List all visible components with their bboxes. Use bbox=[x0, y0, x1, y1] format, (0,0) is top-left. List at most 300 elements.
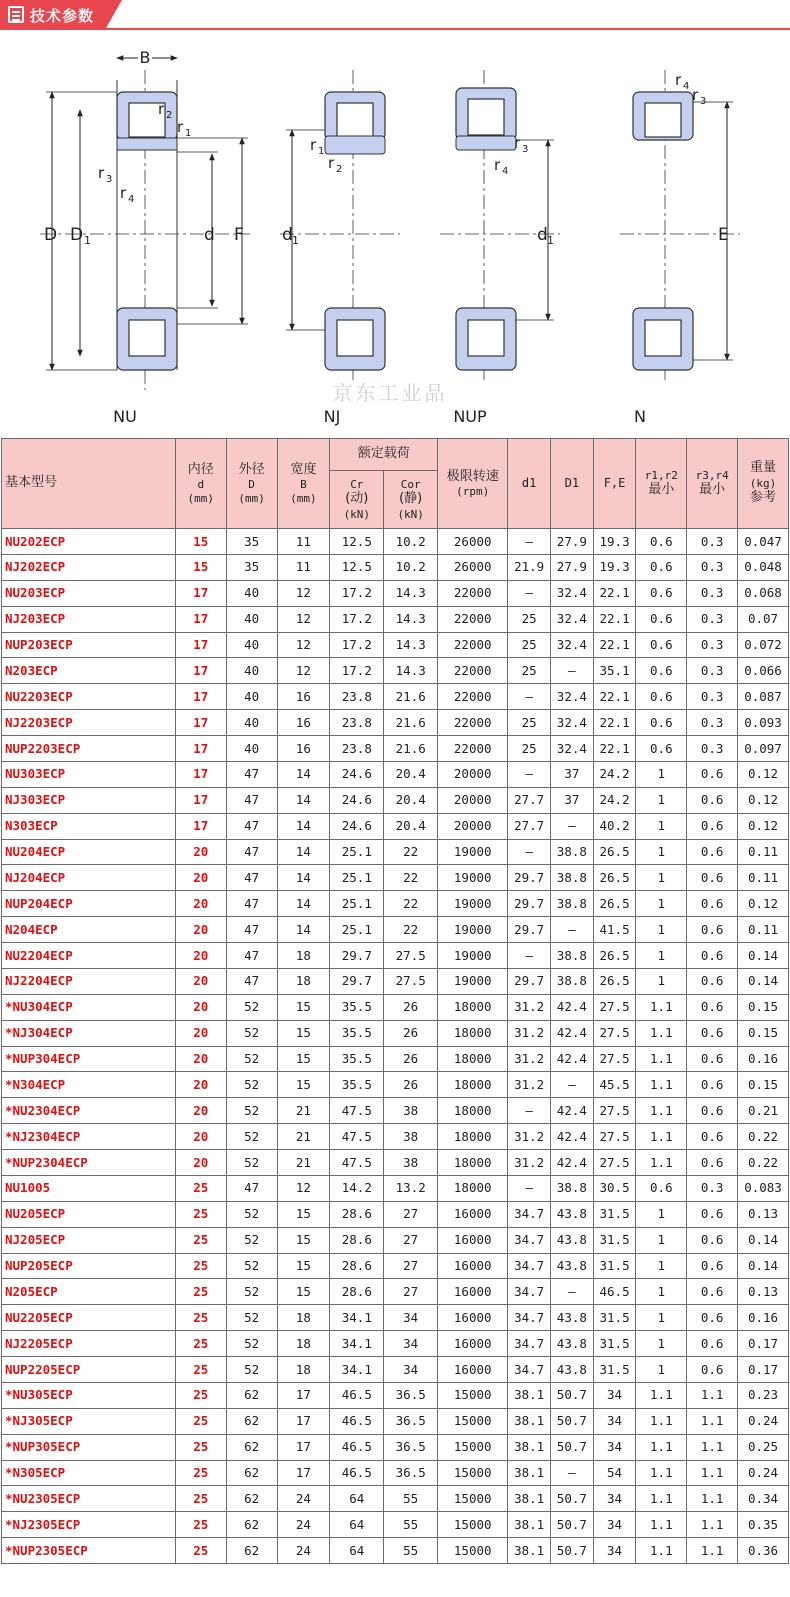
model-cell: *NU2304ECP bbox=[2, 1098, 176, 1124]
value-cell: 22000 bbox=[438, 658, 508, 684]
svg-text:r: r bbox=[494, 156, 501, 174]
svg-text:r: r bbox=[675, 71, 682, 89]
value-cell: 1.1 bbox=[687, 1382, 738, 1408]
value-cell: 38.1 bbox=[508, 1408, 551, 1434]
value-cell: 0.13 bbox=[738, 1279, 789, 1305]
value-cell: 21.9 bbox=[508, 554, 551, 580]
model-cell: NU2204ECP bbox=[2, 943, 176, 969]
value-cell: 23.8 bbox=[330, 736, 384, 762]
model-cell: NUP205ECP bbox=[2, 1253, 176, 1279]
value-cell: 34 bbox=[384, 1331, 438, 1357]
value-cell: 25.1 bbox=[330, 891, 384, 917]
value-cell: 43.8 bbox=[551, 1305, 594, 1331]
value-cell: 24 bbox=[277, 1512, 330, 1538]
value-cell: 20 bbox=[175, 839, 226, 865]
value-cell: 40 bbox=[226, 658, 277, 684]
header-weight: 重量 (kg) 参考 bbox=[738, 439, 789, 529]
value-cell: 20000 bbox=[438, 813, 508, 839]
value-cell: 31.5 bbox=[593, 1227, 636, 1253]
table-row bbox=[2, 865, 789, 891]
value-cell: 34.7 bbox=[508, 1357, 551, 1383]
value-cell: 32.4 bbox=[551, 736, 594, 762]
value-cell: 40.2 bbox=[593, 813, 636, 839]
value-cell: 0.3 bbox=[687, 580, 738, 606]
value-cell: 12.5 bbox=[330, 554, 384, 580]
value-cell: 20 bbox=[175, 1072, 226, 1098]
value-cell: 52 bbox=[226, 1279, 277, 1305]
table-row bbox=[2, 1434, 789, 1460]
value-cell: 1 bbox=[636, 1227, 687, 1253]
value-cell: 1.1 bbox=[687, 1486, 738, 1512]
table-row bbox=[2, 1279, 789, 1305]
value-cell: 14.3 bbox=[384, 632, 438, 658]
value-cell: 24.6 bbox=[330, 761, 384, 787]
value-cell: 38 bbox=[384, 1124, 438, 1150]
value-cell: 31.2 bbox=[508, 1072, 551, 1098]
value-cell: 1.1 bbox=[636, 1460, 687, 1486]
value-cell: 62 bbox=[226, 1408, 277, 1434]
header-rated-load: 额定载荷 bbox=[330, 439, 438, 471]
header-outer: 外径 D (mm) bbox=[226, 439, 277, 529]
model-cell: NJ203ECP bbox=[2, 606, 176, 632]
table-row bbox=[2, 1072, 789, 1098]
model-cell: NUP2203ECP bbox=[2, 736, 176, 762]
table-row bbox=[2, 917, 789, 943]
header-bore: 内径 d (mm) bbox=[175, 439, 226, 529]
value-cell: 19.3 bbox=[593, 554, 636, 580]
value-cell: 20 bbox=[175, 943, 226, 969]
value-cell: 62 bbox=[226, 1512, 277, 1538]
svg-text:r: r bbox=[692, 86, 699, 104]
value-cell: 42.4 bbox=[551, 1150, 594, 1176]
value-cell: 22 bbox=[384, 865, 438, 891]
value-cell: 52 bbox=[226, 1072, 277, 1098]
value-cell: 12 bbox=[277, 580, 330, 606]
value-cell: 0.6 bbox=[687, 968, 738, 994]
value-cell: 23.8 bbox=[330, 710, 384, 736]
value-cell: 41.5 bbox=[593, 917, 636, 943]
value-cell: 20000 bbox=[438, 787, 508, 813]
value-cell: 0.22 bbox=[738, 1150, 789, 1176]
value-cell: 17 bbox=[175, 787, 226, 813]
value-cell: 34 bbox=[593, 1382, 636, 1408]
value-cell: 16000 bbox=[438, 1331, 508, 1357]
value-cell: 43.8 bbox=[551, 1227, 594, 1253]
value-cell: 14.3 bbox=[384, 606, 438, 632]
n-diagram bbox=[620, 70, 740, 426]
value-cell: 40 bbox=[226, 606, 277, 632]
value-cell: 38.8 bbox=[551, 1175, 594, 1201]
value-cell: 18000 bbox=[438, 1072, 508, 1098]
value-cell: 40 bbox=[226, 736, 277, 762]
value-cell: 20 bbox=[175, 891, 226, 917]
value-cell: 26000 bbox=[438, 529, 508, 555]
value-cell: 1 bbox=[636, 787, 687, 813]
table-row bbox=[2, 1253, 789, 1279]
value-cell: 25 bbox=[175, 1460, 226, 1486]
value-cell: 32.4 bbox=[551, 710, 594, 736]
value-cell: 25 bbox=[508, 736, 551, 762]
value-cell: 25 bbox=[175, 1253, 226, 1279]
value-cell: 27.9 bbox=[551, 529, 594, 555]
value-cell: 17.2 bbox=[330, 658, 384, 684]
value-cell: 1.1 bbox=[636, 1538, 687, 1564]
value-cell: – bbox=[551, 1279, 594, 1305]
table-row bbox=[2, 710, 789, 736]
value-cell: 26.5 bbox=[593, 891, 636, 917]
value-cell: 1.1 bbox=[636, 1150, 687, 1176]
value-cell: 46.5 bbox=[330, 1434, 384, 1460]
value-cell: 1 bbox=[636, 1279, 687, 1305]
table-row bbox=[2, 554, 789, 580]
svg-text:1: 1 bbox=[292, 234, 299, 247]
value-cell: 34.7 bbox=[508, 1331, 551, 1357]
value-cell: 0.14 bbox=[738, 1253, 789, 1279]
value-cell: 0.14 bbox=[738, 1227, 789, 1253]
value-cell: 19000 bbox=[438, 968, 508, 994]
svg-text:4: 4 bbox=[683, 81, 690, 92]
value-cell: 27.5 bbox=[593, 1020, 636, 1046]
label-F: F bbox=[234, 225, 244, 245]
value-cell: 52 bbox=[226, 1098, 277, 1124]
svg-text:r: r bbox=[310, 136, 317, 154]
svg-text:1: 1 bbox=[318, 146, 325, 157]
value-cell: 34 bbox=[593, 1512, 636, 1538]
value-cell: 15000 bbox=[438, 1434, 508, 1460]
value-cell: 19000 bbox=[438, 839, 508, 865]
value-cell: 0.6 bbox=[687, 1331, 738, 1357]
value-cell: 0.24 bbox=[738, 1460, 789, 1486]
value-cell: 20.4 bbox=[384, 813, 438, 839]
value-cell: 17.2 bbox=[330, 632, 384, 658]
value-cell: 38.8 bbox=[551, 968, 594, 994]
svg-text:4: 4 bbox=[128, 194, 135, 205]
value-cell: 24.2 bbox=[593, 761, 636, 787]
value-cell: 32.4 bbox=[551, 580, 594, 606]
value-cell: 1 bbox=[636, 1331, 687, 1357]
svg-text:r: r bbox=[158, 100, 165, 118]
value-cell: 15000 bbox=[438, 1460, 508, 1486]
svg-text:1: 1 bbox=[84, 234, 91, 247]
value-cell: 42.4 bbox=[551, 1124, 594, 1150]
value-cell: 29.7 bbox=[508, 917, 551, 943]
value-cell: 19000 bbox=[438, 943, 508, 969]
value-cell: 0.12 bbox=[738, 761, 789, 787]
table-row bbox=[2, 580, 789, 606]
svg-text:2: 2 bbox=[166, 110, 173, 121]
value-cell: 17 bbox=[175, 684, 226, 710]
value-cell: 31.2 bbox=[508, 1046, 551, 1072]
model-cell: *NJ305ECP bbox=[2, 1408, 176, 1434]
value-cell: 10.2 bbox=[384, 554, 438, 580]
value-cell: 0.13 bbox=[738, 1201, 789, 1227]
value-cell: 25.1 bbox=[330, 839, 384, 865]
value-cell: 1.1 bbox=[636, 1486, 687, 1512]
value-cell: 20 bbox=[175, 1098, 226, 1124]
value-cell: 14 bbox=[277, 865, 330, 891]
value-cell: 0.6 bbox=[687, 787, 738, 813]
value-cell: 26.5 bbox=[593, 968, 636, 994]
model-cell: NU204ECP bbox=[2, 839, 176, 865]
value-cell: – bbox=[551, 1072, 594, 1098]
value-cell: 0.6 bbox=[687, 1201, 738, 1227]
model-cell: NU205ECP bbox=[2, 1201, 176, 1227]
value-cell: 14.3 bbox=[384, 658, 438, 684]
value-cell: 0.3 bbox=[687, 1175, 738, 1201]
value-cell: 16000 bbox=[438, 1201, 508, 1227]
value-cell: 21 bbox=[277, 1124, 330, 1150]
value-cell: 12 bbox=[277, 632, 330, 658]
value-cell: 32.4 bbox=[551, 632, 594, 658]
value-cell: 0.6 bbox=[687, 917, 738, 943]
table-row bbox=[2, 1512, 789, 1538]
value-cell: 25 bbox=[175, 1305, 226, 1331]
value-cell: 0.6 bbox=[687, 891, 738, 917]
value-cell: 0.6 bbox=[687, 1020, 738, 1046]
value-cell: 25 bbox=[175, 1227, 226, 1253]
value-cell: 0.047 bbox=[738, 529, 789, 555]
model-cell: NU303ECP bbox=[2, 761, 176, 787]
value-cell: 38 bbox=[384, 1098, 438, 1124]
value-cell: 0.6 bbox=[636, 554, 687, 580]
value-cell: 34.7 bbox=[508, 1305, 551, 1331]
value-cell: 0.6 bbox=[636, 658, 687, 684]
value-cell: 38.8 bbox=[551, 943, 594, 969]
value-cell: 1 bbox=[636, 1305, 687, 1331]
value-cell: 17 bbox=[277, 1382, 330, 1408]
value-cell: 17 bbox=[277, 1460, 330, 1486]
value-cell: 55 bbox=[384, 1538, 438, 1564]
value-cell: 1.1 bbox=[636, 1098, 687, 1124]
value-cell: 19.3 bbox=[593, 529, 636, 555]
value-cell: 11 bbox=[277, 529, 330, 555]
value-cell: 0.6 bbox=[636, 1175, 687, 1201]
value-cell: 1.1 bbox=[636, 1046, 687, 1072]
value-cell: 0.12 bbox=[738, 787, 789, 813]
value-cell: 52 bbox=[226, 994, 277, 1020]
value-cell: 29.7 bbox=[508, 891, 551, 917]
value-cell: 47 bbox=[226, 968, 277, 994]
spec-table bbox=[1, 438, 789, 1564]
value-cell: 14 bbox=[277, 891, 330, 917]
value-cell: – bbox=[508, 684, 551, 710]
value-cell: 20 bbox=[175, 1020, 226, 1046]
value-cell: – bbox=[551, 1460, 594, 1486]
section-banner bbox=[0, 0, 790, 30]
value-cell: 18000 bbox=[438, 1150, 508, 1176]
value-cell: 29.7 bbox=[330, 943, 384, 969]
value-cell: 27.9 bbox=[551, 554, 594, 580]
value-cell: 25 bbox=[175, 1201, 226, 1227]
model-cell: NJ303ECP bbox=[2, 787, 176, 813]
value-cell: 0.6 bbox=[636, 736, 687, 762]
table-row bbox=[2, 1201, 789, 1227]
value-cell: 22.1 bbox=[593, 632, 636, 658]
value-cell: 45.5 bbox=[593, 1072, 636, 1098]
model-cell: NU203ECP bbox=[2, 580, 176, 606]
value-cell: 34 bbox=[384, 1357, 438, 1383]
model-cell: *NJ2305ECP bbox=[2, 1512, 176, 1538]
value-cell: 0.6 bbox=[687, 865, 738, 891]
value-cell: 1.1 bbox=[636, 1408, 687, 1434]
svg-text:1: 1 bbox=[547, 234, 554, 247]
value-cell: 0.6 bbox=[687, 839, 738, 865]
model-cell: *N304ECP bbox=[2, 1072, 176, 1098]
value-cell: 38.1 bbox=[508, 1512, 551, 1538]
value-cell: 20000 bbox=[438, 761, 508, 787]
value-cell: 36.5 bbox=[384, 1460, 438, 1486]
value-cell: 16000 bbox=[438, 1253, 508, 1279]
value-cell: 27.5 bbox=[593, 1098, 636, 1124]
value-cell: 0.21 bbox=[738, 1098, 789, 1124]
table-row bbox=[2, 1357, 789, 1383]
value-cell: 26000 bbox=[438, 554, 508, 580]
value-cell: 25 bbox=[175, 1408, 226, 1434]
value-cell: 0.087 bbox=[738, 684, 789, 710]
value-cell: 16 bbox=[277, 684, 330, 710]
value-cell: 30.5 bbox=[593, 1175, 636, 1201]
header-speed: 极限转速 (rpm) bbox=[438, 439, 508, 529]
value-cell: 0.25 bbox=[738, 1434, 789, 1460]
value-cell: 1 bbox=[636, 891, 687, 917]
table-row bbox=[2, 1098, 789, 1124]
value-cell: 31.5 bbox=[593, 1357, 636, 1383]
model-cell: *NUP2304ECP bbox=[2, 1150, 176, 1176]
value-cell: 27.5 bbox=[384, 943, 438, 969]
value-cell: 21 bbox=[277, 1098, 330, 1124]
value-cell: 0.12 bbox=[738, 813, 789, 839]
value-cell: 38.8 bbox=[551, 839, 594, 865]
value-cell: 26.5 bbox=[593, 865, 636, 891]
model-cell: NUP203ECP bbox=[2, 632, 176, 658]
table-row bbox=[2, 968, 789, 994]
label-D1: D bbox=[70, 225, 84, 245]
value-cell: 12.5 bbox=[330, 529, 384, 555]
value-cell: 10.2 bbox=[384, 529, 438, 555]
value-cell: 14 bbox=[277, 813, 330, 839]
value-cell: 0.07 bbox=[738, 606, 789, 632]
value-cell: 0.15 bbox=[738, 1020, 789, 1046]
value-cell: 12 bbox=[277, 606, 330, 632]
value-cell: 18000 bbox=[438, 1098, 508, 1124]
value-cell: 38.1 bbox=[508, 1486, 551, 1512]
value-cell: 18 bbox=[277, 1357, 330, 1383]
value-cell: 31.2 bbox=[508, 1124, 551, 1150]
value-cell: 47 bbox=[226, 865, 277, 891]
table-row bbox=[2, 1538, 789, 1564]
value-cell: 15 bbox=[277, 1279, 330, 1305]
value-cell: 52 bbox=[226, 1253, 277, 1279]
value-cell: 35.1 bbox=[593, 658, 636, 684]
value-cell: 16 bbox=[277, 710, 330, 736]
value-cell: 31.2 bbox=[508, 1020, 551, 1046]
value-cell: – bbox=[508, 529, 551, 555]
value-cell: 15 bbox=[277, 1046, 330, 1072]
value-cell: 18000 bbox=[438, 1124, 508, 1150]
svg-text:3: 3 bbox=[700, 96, 707, 107]
value-cell: 0.3 bbox=[687, 606, 738, 632]
value-cell: 0.6 bbox=[687, 1253, 738, 1279]
value-cell: 25 bbox=[508, 710, 551, 736]
value-cell: 0.6 bbox=[636, 632, 687, 658]
value-cell: 27.7 bbox=[508, 813, 551, 839]
value-cell: 0.072 bbox=[738, 632, 789, 658]
model-cell: *NU305ECP bbox=[2, 1382, 176, 1408]
value-cell: 23.8 bbox=[330, 684, 384, 710]
value-cell: 25 bbox=[175, 1331, 226, 1357]
model-cell: *NJ304ECP bbox=[2, 1020, 176, 1046]
value-cell: 17 bbox=[175, 736, 226, 762]
value-cell: 34 bbox=[593, 1538, 636, 1564]
value-cell: 24 bbox=[277, 1538, 330, 1564]
value-cell: 22 bbox=[384, 839, 438, 865]
watermark: 京东工业品 bbox=[332, 381, 448, 405]
value-cell: 25.1 bbox=[330, 865, 384, 891]
value-cell: 27 bbox=[384, 1253, 438, 1279]
value-cell: 21.6 bbox=[384, 710, 438, 736]
value-cell: 0.3 bbox=[687, 684, 738, 710]
value-cell: 50.7 bbox=[551, 1486, 594, 1512]
value-cell: 15 bbox=[277, 1072, 330, 1098]
value-cell: 0.3 bbox=[687, 632, 738, 658]
nj-diagram bbox=[280, 70, 400, 426]
value-cell: 0.6 bbox=[687, 761, 738, 787]
value-cell: 27.5 bbox=[593, 994, 636, 1020]
table-row bbox=[2, 1382, 789, 1408]
value-cell: 62 bbox=[226, 1460, 277, 1486]
value-cell: 12 bbox=[277, 658, 330, 684]
value-cell: 22000 bbox=[438, 710, 508, 736]
value-cell: 0.3 bbox=[687, 554, 738, 580]
header-FE: F,E bbox=[593, 439, 636, 529]
value-cell: 15000 bbox=[438, 1512, 508, 1538]
value-cell: 0.6 bbox=[687, 1150, 738, 1176]
value-cell: – bbox=[508, 1098, 551, 1124]
value-cell: 1 bbox=[636, 917, 687, 943]
label-d: d bbox=[204, 225, 215, 245]
table-row bbox=[2, 839, 789, 865]
table-row bbox=[2, 891, 789, 917]
value-cell: 0.36 bbox=[738, 1538, 789, 1564]
value-cell: 47.5 bbox=[330, 1124, 384, 1150]
value-cell: 14 bbox=[277, 761, 330, 787]
value-cell: 15000 bbox=[438, 1486, 508, 1512]
value-cell: 16000 bbox=[438, 1279, 508, 1305]
value-cell: 17 bbox=[175, 658, 226, 684]
value-cell: 0.22 bbox=[738, 1124, 789, 1150]
value-cell: 0.3 bbox=[687, 529, 738, 555]
model-cell: *N305ECP bbox=[2, 1460, 176, 1486]
value-cell: 62 bbox=[226, 1382, 277, 1408]
value-cell: 0.6 bbox=[687, 1357, 738, 1383]
value-cell: 14.2 bbox=[330, 1175, 384, 1201]
value-cell: 25 bbox=[175, 1357, 226, 1383]
table-header bbox=[2, 439, 789, 529]
table-row bbox=[2, 787, 789, 813]
value-cell: 20 bbox=[175, 1124, 226, 1150]
value-cell: 52 bbox=[226, 1305, 277, 1331]
value-cell: 18 bbox=[277, 943, 330, 969]
value-cell: 29.7 bbox=[508, 865, 551, 891]
value-cell: 15 bbox=[277, 1253, 330, 1279]
value-cell: 25 bbox=[175, 1279, 226, 1305]
value-cell: 17 bbox=[175, 761, 226, 787]
value-cell: 34.1 bbox=[330, 1305, 384, 1331]
value-cell: 1 bbox=[636, 1201, 687, 1227]
value-cell: 20.4 bbox=[384, 761, 438, 787]
value-cell: 0.17 bbox=[738, 1331, 789, 1357]
value-cell: 36.5 bbox=[384, 1434, 438, 1460]
